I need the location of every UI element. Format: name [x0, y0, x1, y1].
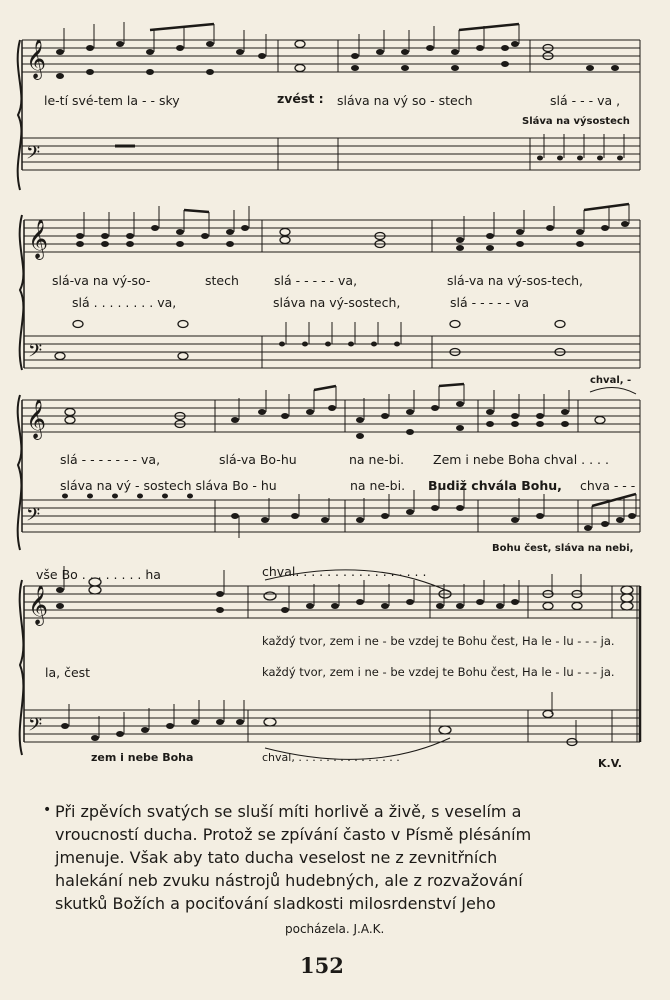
lyric: každý tvor, zem i ne - be vzdej te Bohu čest, Ha le - lu - - - ja.: [262, 634, 615, 648]
svg-text:𝄢: 𝄢: [28, 341, 43, 366]
lyric: slá - - - - - va: [450, 295, 530, 310]
lyric: Budiž chvála Bohu,: [428, 478, 562, 493]
lyric: Sláva na výsostech: [522, 116, 630, 127]
bullet-mark: •: [43, 802, 52, 818]
svg-text:𝄞: 𝄞: [26, 39, 47, 79]
quote-attribution: pocházela. J.A.K.: [285, 922, 385, 936]
lyric: na ne-bi.: [349, 452, 405, 467]
quote-line: jmenuje. Však aby tato ducha veselost ne z zevnitřních: [55, 848, 498, 867]
lyric: chval, . . . . . . . . . . . . . . .: [262, 751, 400, 764]
lyric: slá-va Bo-hu: [219, 452, 297, 467]
quote-line: skutků Božích a pociťování sladkosti milosrdenství Jeho: [55, 894, 496, 913]
quote-line: vroucností ducha. Protož se zpívání často v Písmě plésáním: [55, 825, 532, 844]
svg-text:𝄞: 𝄞: [28, 585, 49, 625]
lyric: chva - - -: [580, 478, 636, 493]
quote-line: Při zpěvích svatých se sluší míti horlivě a živě, s veselím a: [55, 802, 522, 821]
lyric: slá - - - va ,: [550, 93, 621, 108]
quote-text: [55, 800, 635, 915]
lyric: la, čest: [45, 665, 91, 680]
lyric: na ne-bi.: [350, 478, 406, 493]
lyric: slá - - - - - - - va,: [60, 452, 161, 467]
lyric: Bohu čest, sláva na nebi,: [492, 543, 634, 554]
svg-text:𝄢: 𝄢: [26, 143, 41, 168]
lyric: le-tí své-tem la - - sky: [44, 93, 180, 108]
svg-text:𝄢: 𝄢: [26, 505, 41, 530]
lyric: slá-va na vý-sos-tech,: [447, 273, 584, 288]
lyric: Zem i nebe Boha chval . . . .: [433, 452, 609, 467]
lyric: slá - - - - - va,: [274, 273, 358, 288]
lyric: vše Bo . . . . . . . . ha: [36, 567, 161, 582]
lyric: slá . . . . . . . . va,: [72, 295, 177, 310]
svg-text:𝄢: 𝄢: [28, 715, 43, 740]
quote-line: halekání neb zvuku nástrojů hudebných, ale z rozvažování: [55, 871, 523, 890]
lyric: sláva na vý so - stech: [337, 93, 473, 108]
lyric: chval. . . . . . . . . . . . . . . . .: [262, 564, 427, 579]
svg-text:𝄞: 𝄞: [28, 219, 49, 259]
lyric: sláva na vý-sostech,: [273, 295, 401, 310]
lyric: chval, -: [590, 375, 632, 386]
lyric: stech: [205, 273, 239, 288]
composer-initials: K.V.: [598, 757, 622, 770]
lyric: zvést :: [277, 91, 324, 106]
lyric: slá-va na vý-so-: [52, 273, 151, 288]
page-number: 152: [300, 953, 344, 978]
lyric: zem i nebe Boha: [91, 751, 194, 764]
lyric: sláva na vý - sostech sláva Bo - hu: [60, 478, 277, 493]
svg-text:𝄞: 𝄞: [26, 399, 47, 439]
lyric: každý tvor, zem i ne - be vzdej te Bohu čest, Ha le - lu - - - ja.: [262, 665, 615, 679]
